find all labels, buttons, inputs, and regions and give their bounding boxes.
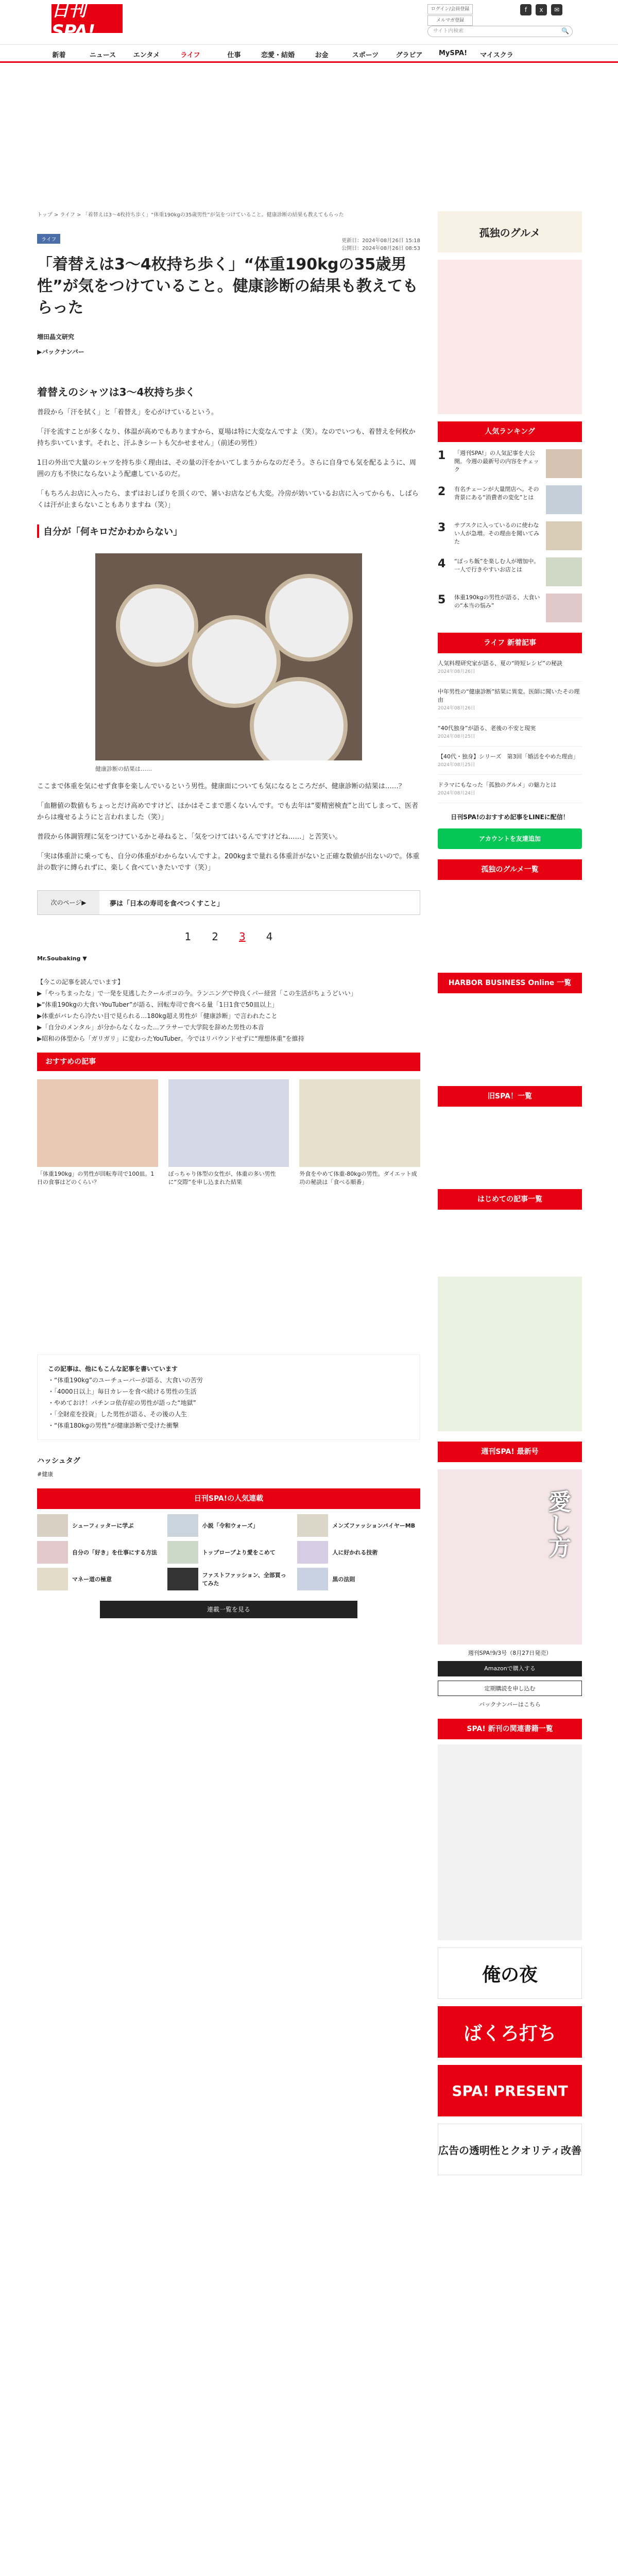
breadcrumb[interactable]: トップ > ライフ > 「着替えは3～4枚持ち歩く」“体重190kgの35歳男性”が気をつけていること。健康診断の結果も教えてもらった	[37, 212, 344, 218]
series-thumbnail	[37, 1541, 68, 1564]
rank-title: サブスクに入っているのに使わない人が急増。その理由を聞いてみた	[454, 522, 539, 545]
paragraph: 普段から「汗を拭く」と「着替え」を心がけているという。	[37, 409, 218, 416]
top-ad-space	[0, 65, 618, 199]
article-title: 「着替えは3～4枚持ち歩く」“体重190kgの35歳男性”が気をつけていること。健康診断の結果も教えてもらった	[37, 256, 418, 317]
banner-ad-quality[interactable]: 広告の透明性とクオリティ改善	[438, 2124, 582, 2175]
series-thumbnail	[167, 1568, 198, 1590]
series-item[interactable]	[37, 1568, 160, 1590]
backnumber-sidebar-link[interactable]: バックナンバーはこちら	[479, 1701, 541, 1708]
daily-series-grid	[37, 1514, 420, 1590]
author-name[interactable]: 増田晶文研究	[37, 333, 75, 341]
series-item[interactable]	[37, 1514, 160, 1537]
ranking-item[interactable]	[438, 485, 582, 514]
recommend-card[interactable]	[168, 1079, 289, 1187]
series-thumbnail	[167, 1541, 198, 1564]
article-photo[interactable]	[95, 553, 362, 760]
series-thumbnail	[37, 1514, 68, 1537]
search-input[interactable]: サイト内検索	[427, 26, 573, 37]
sushi-plate-image	[265, 574, 353, 662]
section-heading-1: 着替えのシャツは3～4枚持ち歩く	[37, 386, 196, 398]
nav-item-sukura[interactable]: マイスクラ	[480, 52, 513, 59]
series-thumbnail	[167, 1514, 198, 1537]
rank-number: 4	[438, 557, 446, 570]
news-date: 2024年08月25日	[438, 762, 475, 768]
ranking-item[interactable]	[438, 594, 582, 622]
series-title: 人に好かれる技術	[332, 1549, 378, 1556]
series-thumbnail	[37, 1568, 68, 1590]
series-title: マネー道の極意	[72, 1576, 112, 1583]
news-item[interactable]	[438, 659, 582, 682]
series-title: 黒の法則	[332, 1576, 355, 1583]
amazon-button[interactable]: Amazonで購入する	[438, 1661, 582, 1676]
series-item[interactable]	[167, 1514, 290, 1537]
rank-title: 有名チェーンが大量閉店へ。その背景にある“消費者の変化”とは	[454, 486, 539, 501]
page-link-2[interactable]: 2	[212, 930, 218, 943]
recommend-card[interactable]	[299, 1079, 420, 1187]
article-main	[37, 211, 420, 1618]
nav-item-entame[interactable]: エンタメ	[133, 52, 160, 59]
recommend-title: ぽっちゃり体型の女性が、体重の多い男性に“交際”を申し込まれた結果	[168, 1171, 276, 1185]
news-title: 【40代・独身】シリーズ 第3回「婚活をやめた理由」	[438, 753, 579, 760]
site-header	[0, 0, 618, 41]
news-item[interactable]	[438, 781, 582, 803]
author-article-link[interactable]: ・“体重190kg”のユーチューバーが語る、大食いの苦労	[48, 1377, 203, 1384]
series-title: シューフィッターに学ぶ	[72, 1522, 134, 1529]
news-date: 2024年08月26日	[438, 706, 475, 711]
daily-series-head: 日刊SPA!の人気連載	[37, 1488, 420, 1509]
facebook-icon[interactable]: f	[520, 4, 531, 15]
rank-number: 5	[438, 594, 446, 606]
series-item[interactable]	[297, 1514, 420, 1537]
section-heading-2: 自分が「何キロだかわからない」	[37, 524, 420, 538]
magazine-cover[interactable]	[438, 1469, 582, 1645]
series-title: メンズファッションバイヤーMB	[332, 1522, 416, 1529]
next-page-title: 夢は「日本の寿司を食べつくすこと」	[110, 900, 224, 908]
series-item[interactable]	[167, 1541, 290, 1564]
site-logo[interactable]: 日刊SPA!	[52, 4, 123, 33]
sidebar	[438, 211, 582, 2175]
series-item[interactable]	[297, 1568, 420, 1590]
first-list-head: はじめての記事一覧	[438, 1189, 582, 1210]
rank-thumbnail	[546, 449, 582, 478]
x-icon[interactable]: x	[536, 4, 547, 15]
line-promo-text: 日刊SPA!のおすすめ記事をLINEに配信！	[451, 814, 569, 821]
series-title: 自分の「好き」を仕事にする方法	[72, 1549, 157, 1556]
paragraph: 「汗を流すことが多くなり、体温が高めでもありますから、夏場は特に大変なんですよ（笑）。なのでいつも、着替えを何枚か持ち歩いています。それと、汗ふきシートも欠かせません」（前述の男性）	[37, 428, 416, 447]
nav-item-news[interactable]: ニュース	[89, 52, 116, 59]
news-title: 人気料理研究家が語る、夏の“時短レシピ”の秘訣	[438, 660, 563, 667]
paragraph: 「実は体重計に乗っても、自分の体重がわからないんですよ。200kgまで量れる体重計がないと正確な数値が出ないので。体重計の数字に縛られずに、楽しく食べていきたいです（笑）」	[37, 853, 420, 872]
nav-item-new[interactable]: 新着	[52, 52, 66, 59]
nav-item-life[interactable]: ライフ	[180, 52, 200, 59]
harbor-list-head: HARBOR BUSINESS Online 一覧	[438, 973, 582, 993]
recommend-card[interactable]	[37, 1079, 158, 1187]
nav-item-work[interactable]: 仕事	[227, 52, 241, 59]
magazine-cover-title: 愛し方	[544, 1490, 571, 1558]
series-item[interactable]	[37, 1541, 160, 1564]
nav-item-money[interactable]: お金	[315, 52, 329, 59]
published-date: 公開日：2024年08月26日 08:53	[341, 246, 420, 251]
rank-title: 「週刊SPA!」の人気記事を大公開。今週の最新号の内容をチェック	[454, 450, 539, 473]
paragraph: 「もちろんお店に入ったら、まずはおしぼりを頂くので、暑いお店なども大変。冷房が効いているお店に入ってからも、しばらくは汗が止まらないこともありますね（笑）」	[37, 490, 419, 509]
subscribe-button[interactable]: 定期購読を申し込む	[438, 1681, 582, 1696]
nav-item-gravure[interactable]: グラビア	[396, 52, 423, 59]
newsletter-link[interactable]: メルマガ登録	[427, 15, 473, 26]
recommend-head: おすすめの記事	[37, 1053, 420, 1071]
related-link[interactable]: ▶昭和の体型から「ガリガリ」に変わったYouTuber。今ではリバウンドせずに“理想体重”を維持	[37, 1035, 304, 1042]
hashtag-head: ハッシュタグ	[37, 1457, 80, 1465]
harbor-list	[438, 993, 582, 1086]
recommend-title: 外食をやめて体重-80kgの男性。ダイエット成功の秘訣は「食べる順番」	[299, 1171, 417, 1185]
sidebar-banner[interactable]: 孤独のグルメ	[438, 211, 582, 252]
series-item[interactable]	[167, 1568, 290, 1590]
rank-title: “ぼっち飯”を楽しむ人が増加中。一人で行きやすいお店とは	[454, 558, 540, 573]
rank-number: 3	[438, 521, 446, 534]
paragraph: 1日の外出で大量のシャツを持ち歩く理由は、その量の汗をかいてしまうからなのだそう。さらに自身でも気を配るように、周囲の方も不快にならないよう配慮しているのだ。	[37, 459, 417, 478]
recommend-thumbnail	[168, 1079, 289, 1167]
series-title: ファストファッション、全部買ってみた	[202, 1572, 286, 1587]
recommend-list	[37, 1079, 420, 1187]
news-title: 中年男性の“健康診断”結果に異変。医師に聞いたその理由	[438, 688, 580, 703]
ranking-item[interactable]	[438, 521, 582, 550]
search-icon[interactable]: 🔍	[561, 27, 569, 35]
nav-item-myspa[interactable]: MySPA!	[438, 49, 468, 57]
all-series-button[interactable]: 連載一覧を見る	[100, 1601, 357, 1618]
series-title: トップロープより愛をこめて	[202, 1549, 276, 1556]
recommend-thumbnail	[299, 1079, 420, 1167]
related-link[interactable]: ▶「やっちまったな」で一発を見逃したクールポコの今。ランニングで仲良くパー経営「この生活がちょうどいい」	[37, 990, 357, 997]
article-dates	[341, 237, 420, 252]
category-badge[interactable]: ライフ	[37, 234, 60, 244]
sidebar-ad	[438, 260, 582, 414]
author-articles-head: この記事は、他にもこんな記事を書いています	[48, 1365, 178, 1372]
related-books-head: SPA! 新刊の関連書籍一覧	[438, 1719, 582, 1739]
nav-item-sports[interactable]: スポーツ	[352, 52, 379, 59]
author-article-link[interactable]: ・やめておけ！パチンコ依存症の男性が語った“地獄”	[48, 1399, 196, 1406]
author-articles	[37, 1354, 420, 1440]
photo-caption: 健康診断の結果は……	[95, 766, 152, 772]
banner-present[interactable]: SPA! PRESENT	[438, 2065, 582, 2116]
related-link[interactable]: ▶「自分のメンタル」が分からなくなった…アラサーで大学院を辞めた男性の本音	[37, 1024, 264, 1031]
ranking-item[interactable]	[438, 449, 582, 478]
gourmet-list-head: 孤独のグルメ一覧	[438, 859, 582, 880]
pagination	[37, 930, 420, 943]
spa-list	[438, 1107, 582, 1189]
page-link-3-current: 3	[239, 930, 246, 943]
magazine-date: 週刊SPA!9/3号（8月27日発売）	[468, 1650, 552, 1656]
next-page-link[interactable]	[37, 890, 420, 915]
ad-space	[37, 1215, 420, 1344]
global-nav	[0, 44, 618, 63]
paragraph: 普段から体調管理に気をつけているかと尋ねると、「気をつけてはいるんですけどね……」と苦笑い。	[37, 833, 342, 841]
related-link[interactable]: ▶体重がバレたら冷たい目で見られる…180kg超え男性が「健康診断」で言われたこと	[37, 1012, 278, 1020]
author-article-link[interactable]: ・「全財産を投資」した男性が語る、その後の人生	[48, 1411, 187, 1418]
mail-icon[interactable]: ✉	[551, 4, 562, 15]
news-title: ドラマにもなった「孤独のグルメ」の魅力とは	[438, 782, 557, 788]
backnumber-link[interactable]: ▶バックナンバー	[37, 348, 84, 355]
page-link-1[interactable]: 1	[184, 930, 192, 943]
login-link[interactable]: ログイン/会員登録	[427, 4, 473, 14]
nav-item-love[interactable]: 恋愛・結婚	[261, 52, 295, 59]
rank-thumbnail	[546, 521, 582, 550]
series-thumbnail	[297, 1514, 328, 1537]
series-item[interactable]	[297, 1541, 420, 1564]
spa-list-head: 旧SPA！一覧	[438, 1086, 582, 1107]
ranking-item[interactable]	[438, 557, 582, 586]
tag-link[interactable]: Mr.Soubaking ▼	[37, 955, 87, 962]
magazine-head: 週刊SPA! 最新号	[438, 1442, 582, 1462]
ranking-head: 人気ランキング	[438, 421, 582, 442]
rank-number: 1	[438, 449, 446, 462]
line-add-friend-button[interactable]: アカウントを友達追加	[438, 828, 582, 849]
related-link[interactable]: ▶“体重190kgの大食いYouTuber”が語る、回転寿司で食べる量「1日1食で50皿以上」	[37, 1001, 278, 1008]
news-item[interactable]	[438, 688, 582, 718]
related-links	[37, 976, 420, 1044]
banner-bakuro[interactable]: ばくろ打ち	[438, 2006, 582, 2058]
page-link-4[interactable]: 4	[266, 930, 273, 943]
sidebar-ad-2	[438, 1277, 582, 1431]
series-title: 小説「令和ウォーズ」	[202, 1522, 259, 1529]
paragraph: 「血糖値の数値もちょっとだけ高めですけど、ほかはそこまで悪くないんです。でも去年は“要精密検査”と出てしまって、医者からは痩せるようにと言われました（笑）」	[37, 802, 419, 821]
hashtag-link[interactable]: #健康	[37, 1471, 54, 1478]
gourmet-list	[438, 880, 582, 973]
related-head: 【今この記事を読んでいます】	[37, 978, 124, 986]
rank-title: 体重190kgの男性が語る、大食いの“本当の悩み”	[454, 594, 540, 609]
author-article-link[interactable]: ・“体重180kgの男性”が健康診断で受けた衝撃	[48, 1422, 179, 1429]
banner-oreno-yoru[interactable]: 俺の夜	[438, 1947, 582, 1999]
first-list	[438, 1210, 582, 1272]
rank-thumbnail	[546, 485, 582, 514]
life-news-head: ライフ 新着記事	[438, 633, 582, 653]
updated-date: 更新日：2024年08月26日 15:18	[341, 238, 420, 244]
sushi-plate-image	[116, 584, 198, 667]
paragraph: ここまで体重を気にせず食事を楽しんでいるという男性。健康面についても気になるところだが、健康診断の結果は……？	[37, 783, 405, 790]
related-books[interactable]	[438, 1744, 582, 1940]
rank-number: 2	[438, 485, 446, 498]
recommend-title: 「体重190kg」の男性が回転寿司で100皿。1日の食事はどのくらい？	[37, 1171, 154, 1185]
rank-thumbnail	[546, 557, 582, 586]
news-title: “40代独身”が語る、老後の不安と現実	[438, 725, 536, 732]
news-date: 2024年08月24日	[438, 791, 475, 796]
rank-thumbnail	[546, 594, 582, 622]
series-thumbnail	[297, 1568, 328, 1590]
author-article-link[interactable]: ・「4000日以上」毎日カレーを食べ続ける男性の生活	[48, 1388, 197, 1395]
news-item[interactable]	[438, 753, 582, 775]
news-item[interactable]	[438, 724, 582, 747]
recommend-thumbnail	[37, 1079, 158, 1167]
series-thumbnail	[297, 1541, 328, 1564]
next-page-label: 次のページ▶	[38, 891, 99, 914]
news-date: 2024年08月26日	[438, 669, 475, 674]
news-date: 2024年08月25日	[438, 734, 475, 739]
